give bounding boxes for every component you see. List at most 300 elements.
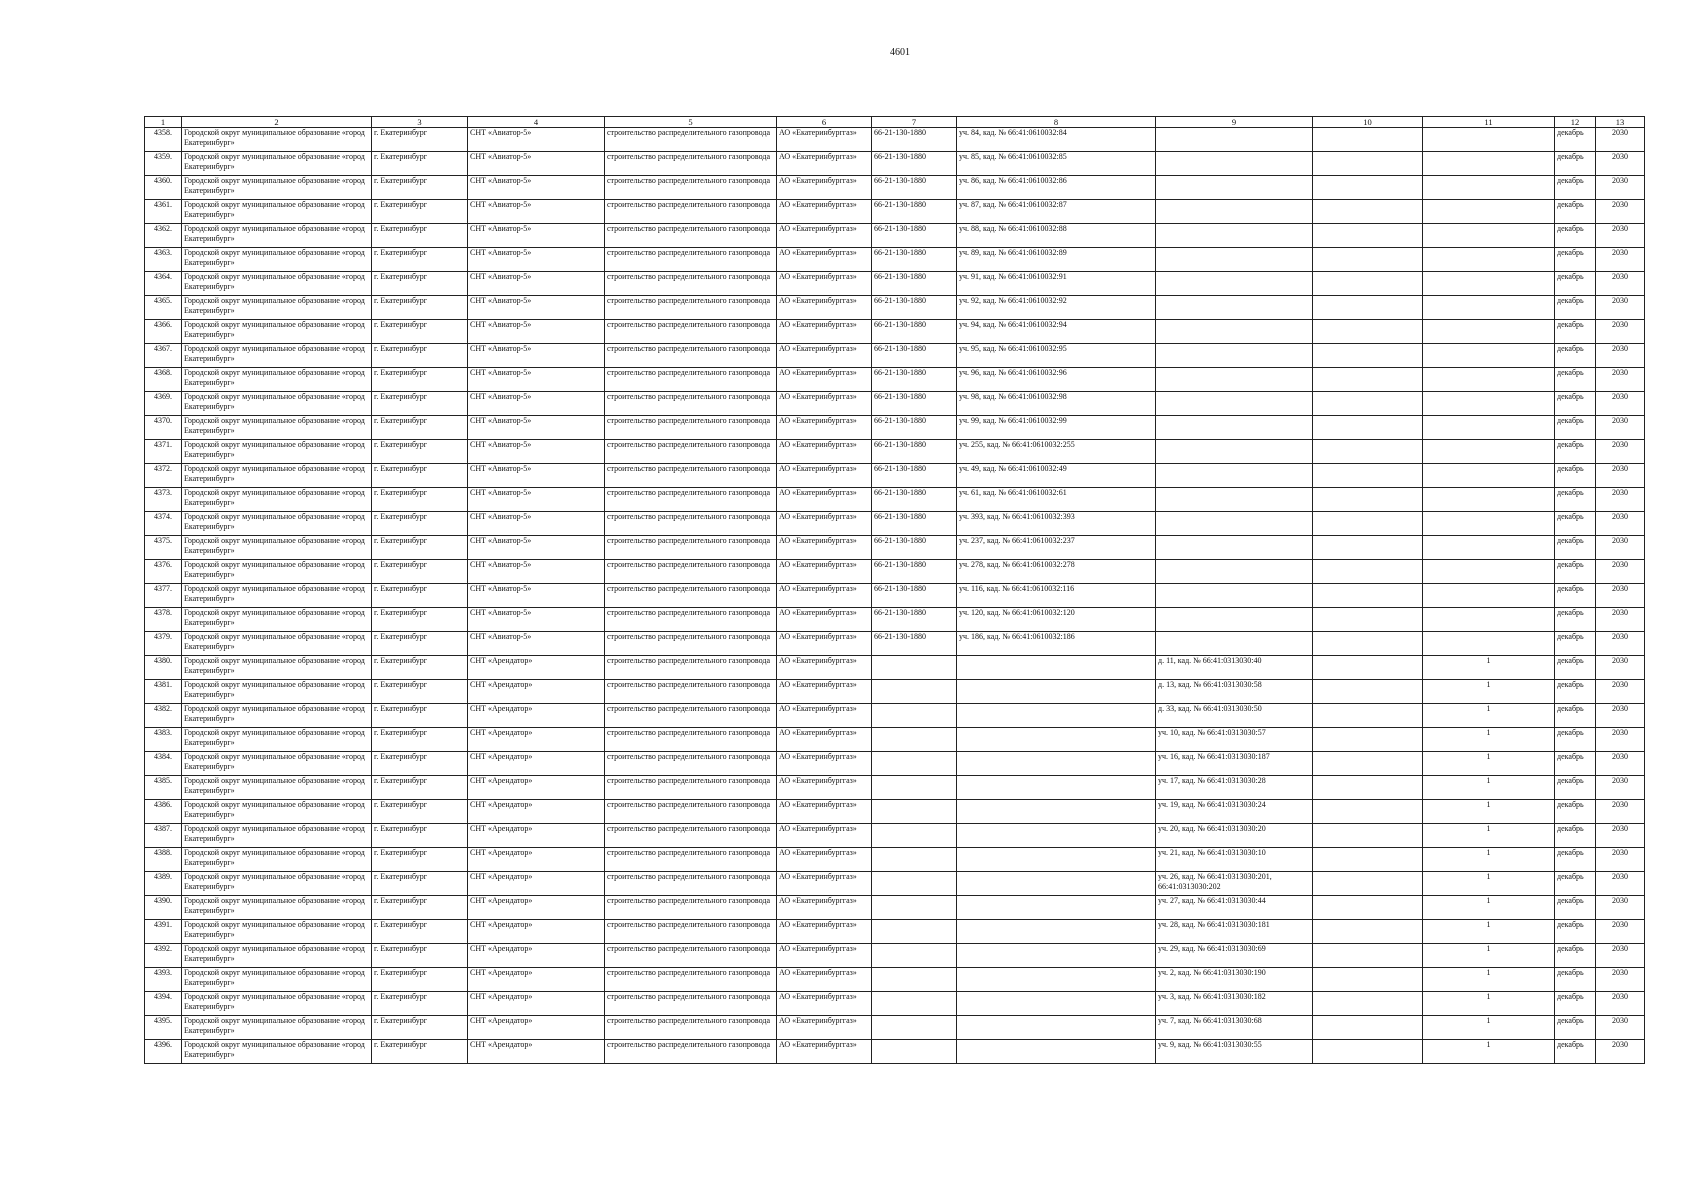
column-header-11: 11 [1423,117,1555,128]
cell-row-number: 4395. [145,1016,182,1040]
cell-row-number: 4396. [145,1040,182,1064]
cell-locality: г. Екатеринбург [372,1040,468,1064]
cell-work-type: строительство распределительного газопровода [605,176,777,200]
cell-settlement: СНТ «Арендатор» [468,728,605,752]
cell-work-type: строительство распределительного газопровода [605,200,777,224]
cell-organization: АО «Екатеринбурггаз» [777,920,872,944]
cell-municipality: Городской округ муниципальное образование «город Екатеринбург» [182,632,372,656]
cell-count [1423,632,1555,656]
cell-house-cadastral [1156,368,1313,392]
cell-work-type: строительство распределительного газопровода [605,272,777,296]
cell-col-10 [1313,392,1423,416]
cell-month: декабрь [1555,584,1596,608]
cell-row-number: 4370. [145,416,182,440]
cell-count: 1 [1423,728,1555,752]
cell-settlement: СНТ «Авиатор-5» [468,584,605,608]
cell-house-cadastral: уч. 21, кад. № 66:41:0313030:10 [1156,848,1313,872]
cell-locality: г. Екатеринбург [372,824,468,848]
cell-locality: г. Екатеринбург [372,632,468,656]
cell-year: 2030 [1596,752,1645,776]
cell-count: 1 [1423,920,1555,944]
cell-month: декабрь [1555,128,1596,152]
cell-col-10 [1313,176,1423,200]
cell-permit-number: 66-21-130-1880 [872,320,957,344]
cell-plot-cadastral [957,1016,1156,1040]
cell-count: 1 [1423,944,1555,968]
cell-municipality: Городской округ муниципальное образование «город Екатеринбург» [182,512,372,536]
cell-row-number: 4362. [145,224,182,248]
cell-month: декабрь [1555,488,1596,512]
cell-municipality: Городской округ муниципальное образование «город Екатеринбург» [182,992,372,1016]
cell-count: 1 [1423,824,1555,848]
cell-plot-cadastral: уч. 85, кад. № 66:41:0610032:85 [957,152,1156,176]
cell-settlement: СНТ «Авиатор-5» [468,128,605,152]
cell-col-10 [1313,344,1423,368]
cell-month: декабрь [1555,464,1596,488]
cell-count: 1 [1423,872,1555,896]
table-row [145,1040,1645,1064]
cell-house-cadastral: д. 33, кад. № 66:41:0313030:50 [1156,704,1313,728]
cell-plot-cadastral: уч. 278, кад. № 66:41:0610032:278 [957,560,1156,584]
cell-municipality: Городской округ муниципальное образование «город Екатеринбург» [182,776,372,800]
cell-settlement: СНТ «Арендатор» [468,704,605,728]
cell-count: 1 [1423,848,1555,872]
cell-settlement: СНТ «Арендатор» [468,920,605,944]
cell-count [1423,344,1555,368]
cell-col-10 [1313,536,1423,560]
cell-house-cadastral: д. 11, кад. № 66:41:0313030:40 [1156,656,1313,680]
cell-permit-number: 66-21-130-1880 [872,560,957,584]
cell-municipality: Городской округ муниципальное образование «город Екатеринбург» [182,896,372,920]
cell-locality: г. Екатеринбург [372,704,468,728]
cell-month: декабрь [1555,560,1596,584]
cell-work-type: строительство распределительного газопровода [605,632,777,656]
cell-row-number: 4361. [145,200,182,224]
cell-organization: АО «Екатеринбурггаз» [777,608,872,632]
cell-settlement: СНТ «Арендатор» [468,776,605,800]
cell-settlement: СНТ «Авиатор-5» [468,608,605,632]
cell-work-type: строительство распределительного газопровода [605,368,777,392]
cell-plot-cadastral [957,752,1156,776]
cell-year: 2030 [1596,368,1645,392]
cell-plot-cadastral: уч. 89, кад. № 66:41:0610032:89 [957,248,1156,272]
cell-year: 2030 [1596,656,1645,680]
cell-locality: г. Екатеринбург [372,896,468,920]
cell-year: 2030 [1596,992,1645,1016]
cell-permit-number [872,800,957,824]
cell-municipality: Городской округ муниципальное образование «город Екатеринбург» [182,608,372,632]
cell-house-cadastral: д. 13, кад. № 66:41:0313030:58 [1156,680,1313,704]
table-row [145,272,1645,296]
cell-col-10 [1313,464,1423,488]
cell-count: 1 [1423,1016,1555,1040]
cell-house-cadastral [1156,224,1313,248]
cell-municipality: Городской округ муниципальное образование «город Екатеринбург» [182,536,372,560]
cell-house-cadastral [1156,440,1313,464]
cell-settlement: СНТ «Арендатор» [468,752,605,776]
cell-work-type: строительство распределительного газопровода [605,248,777,272]
cell-plot-cadastral [957,968,1156,992]
cell-plot-cadastral [957,728,1156,752]
cell-municipality: Городской округ муниципальное образование «город Екатеринбург» [182,800,372,824]
cell-settlement: СНТ «Арендатор» [468,944,605,968]
cell-work-type: строительство распределительного газопровода [605,344,777,368]
cell-col-10 [1313,368,1423,392]
cell-permit-number [872,968,957,992]
cell-count: 1 [1423,800,1555,824]
cell-permit-number: 66-21-130-1880 [872,200,957,224]
cell-work-type: строительство распределительного газопровода [605,944,777,968]
cell-row-number: 4369. [145,392,182,416]
cell-plot-cadastral: уч. 84, кад. № 66:41:0610032:84 [957,128,1156,152]
cell-row-number: 4378. [145,608,182,632]
cell-count [1423,512,1555,536]
cell-locality: г. Екатеринбург [372,752,468,776]
data-table [144,116,1645,1064]
cell-row-number: 4384. [145,752,182,776]
cell-col-10 [1313,128,1423,152]
cell-month: декабрь [1555,152,1596,176]
cell-row-number: 4386. [145,800,182,824]
table-row [145,152,1645,176]
cell-settlement: СНТ «Арендатор» [468,824,605,848]
cell-plot-cadastral: уч. 94, кад. № 66:41:0610032:94 [957,320,1156,344]
cell-organization: АО «Екатеринбурггаз» [777,656,872,680]
cell-work-type: строительство распределительного газопровода [605,872,777,896]
cell-year: 2030 [1596,704,1645,728]
cell-locality: г. Екатеринбург [372,248,468,272]
cell-count [1423,272,1555,296]
cell-permit-number [872,776,957,800]
cell-permit-number [872,872,957,896]
cell-month: декабрь [1555,728,1596,752]
cell-year: 2030 [1596,1040,1645,1064]
cell-locality: г. Екатеринбург [372,920,468,944]
cell-month: декабрь [1555,920,1596,944]
cell-settlement: СНТ «Арендатор» [468,992,605,1016]
cell-plot-cadastral: уч. 237, кад. № 66:41:0610032:237 [957,536,1156,560]
cell-col-10 [1313,872,1423,896]
cell-row-number: 4390. [145,896,182,920]
cell-plot-cadastral [957,704,1156,728]
cell-settlement: СНТ «Авиатор-5» [468,152,605,176]
cell-organization: АО «Екатеринбурггаз» [777,824,872,848]
cell-work-type: строительство распределительного газопровода [605,704,777,728]
cell-month: декабрь [1555,608,1596,632]
cell-row-number: 4388. [145,848,182,872]
cell-locality: г. Екатеринбург [372,536,468,560]
cell-municipality: Городской округ муниципальное образование «город Екатеринбург» [182,272,372,296]
cell-house-cadastral: уч. 10, кад. № 66:41:0313030:57 [1156,728,1313,752]
cell-organization: АО «Екатеринбурггаз» [777,944,872,968]
cell-locality: г. Екатеринбург [372,656,468,680]
table-row [145,632,1645,656]
cell-work-type: строительство распределительного газопровода [605,824,777,848]
cell-count: 1 [1423,968,1555,992]
cell-count [1423,320,1555,344]
table-row [145,1016,1645,1040]
cell-house-cadastral [1156,128,1313,152]
cell-month: декабрь [1555,992,1596,1016]
cell-house-cadastral: уч. 20, кад. № 66:41:0313030:20 [1156,824,1313,848]
cell-work-type: строительство распределительного газопровода [605,224,777,248]
cell-row-number: 4363. [145,248,182,272]
cell-month: декабрь [1555,680,1596,704]
cell-house-cadastral: уч. 28, кад. № 66:41:0313030:181 [1156,920,1313,944]
cell-organization: АО «Екатеринбурггаз» [777,704,872,728]
cell-locality: г. Екатеринбург [372,560,468,584]
cell-month: декабрь [1555,776,1596,800]
table-row [145,344,1645,368]
cell-row-number: 4394. [145,992,182,1016]
cell-col-10 [1313,416,1423,440]
cell-col-10 [1313,584,1423,608]
cell-plot-cadastral [957,656,1156,680]
cell-plot-cadastral: уч. 98, кад. № 66:41:0610032:98 [957,392,1156,416]
cell-settlement: СНТ «Арендатор» [468,680,605,704]
column-header-7: 7 [872,117,957,128]
cell-plot-cadastral [957,896,1156,920]
cell-municipality: Городской округ муниципальное образование «город Екатеринбург» [182,296,372,320]
cell-row-number: 4385. [145,776,182,800]
cell-permit-number [872,680,957,704]
cell-year: 2030 [1596,872,1645,896]
cell-month: декабрь [1555,1040,1596,1064]
cell-row-number: 4392. [145,944,182,968]
cell-work-type: строительство распределительного газопровода [605,536,777,560]
cell-organization: АО «Екатеринбурггаз» [777,560,872,584]
cell-plot-cadastral [957,824,1156,848]
cell-organization: АО «Екатеринбурггаз» [777,128,872,152]
cell-col-10 [1313,512,1423,536]
cell-month: декабрь [1555,896,1596,920]
cell-settlement: СНТ «Авиатор-5» [468,224,605,248]
cell-row-number: 4383. [145,728,182,752]
cell-col-10 [1313,680,1423,704]
cell-settlement: СНТ «Авиатор-5» [468,368,605,392]
cell-year: 2030 [1596,344,1645,368]
cell-organization: АО «Екатеринбурггаз» [777,776,872,800]
cell-permit-number: 66-21-130-1880 [872,464,957,488]
cell-plot-cadastral: уч. 95, кад. № 66:41:0610032:95 [957,344,1156,368]
cell-work-type: строительство распределительного газопровода [605,464,777,488]
cell-row-number: 4375. [145,536,182,560]
cell-col-10 [1313,152,1423,176]
column-header-2: 2 [182,117,372,128]
cell-col-10 [1313,248,1423,272]
cell-work-type: строительство распределительного газопровода [605,392,777,416]
table-row [145,968,1645,992]
cell-locality: г. Екатеринбург [372,992,468,1016]
cell-organization: АО «Екатеринбурггаз» [777,896,872,920]
cell-col-10 [1313,224,1423,248]
cell-month: декабрь [1555,440,1596,464]
cell-work-type: строительство распределительного газопровода [605,608,777,632]
cell-municipality: Городской округ муниципальное образование «город Екатеринбург» [182,320,372,344]
cell-settlement: СНТ «Авиатор-5» [468,536,605,560]
cell-locality: г. Екатеринбург [372,416,468,440]
cell-organization: АО «Екатеринбурггаз» [777,464,872,488]
cell-organization: АО «Екатеринбурггаз» [777,416,872,440]
cell-month: декабрь [1555,848,1596,872]
cell-organization: АО «Екатеринбурггаз» [777,200,872,224]
cell-permit-number: 66-21-130-1880 [872,608,957,632]
cell-house-cadastral [1156,584,1313,608]
cell-work-type: строительство распределительного газопровода [605,320,777,344]
cell-month: декабрь [1555,824,1596,848]
cell-organization: АО «Екатеринбурггаз» [777,296,872,320]
cell-count [1423,224,1555,248]
cell-plot-cadastral [957,992,1156,1016]
cell-year: 2030 [1596,296,1645,320]
cell-work-type: строительство распределительного газопровода [605,416,777,440]
cell-municipality: Городской округ муниципальное образование «город Екатеринбург» [182,704,372,728]
cell-municipality: Городской округ муниципальное образование «город Екатеринбург» [182,944,372,968]
cell-work-type: строительство распределительного газопровода [605,128,777,152]
table-row [145,560,1645,584]
cell-house-cadastral: уч. 9, кад. № 66:41:0313030:55 [1156,1040,1313,1064]
cell-permit-number: 66-21-130-1880 [872,344,957,368]
cell-month: декабрь [1555,632,1596,656]
cell-work-type: строительство распределительного газопровода [605,1040,777,1064]
cell-settlement: СНТ «Арендатор» [468,968,605,992]
cell-row-number: 4365. [145,296,182,320]
cell-municipality: Городской округ муниципальное образование «город Екатеринбург» [182,584,372,608]
cell-year: 2030 [1596,608,1645,632]
cell-locality: г. Екатеринбург [372,272,468,296]
table-row [145,992,1645,1016]
table-row [145,776,1645,800]
cell-month: декабрь [1555,272,1596,296]
cell-organization: АО «Екатеринбурггаз» [777,176,872,200]
cell-count [1423,248,1555,272]
cell-col-10 [1313,776,1423,800]
cell-count: 1 [1423,992,1555,1016]
cell-col-10 [1313,968,1423,992]
cell-col-10 [1313,704,1423,728]
cell-house-cadastral [1156,344,1313,368]
cell-permit-number: 66-21-130-1880 [872,152,957,176]
cell-col-10 [1313,920,1423,944]
table-row [145,464,1645,488]
cell-permit-number [872,728,957,752]
cell-plot-cadastral: уч. 186, кад. № 66:41:0610032:186 [957,632,1156,656]
cell-municipality: Городской округ муниципальное образование «город Екатеринбург» [182,848,372,872]
table-row [145,416,1645,440]
cell-month: декабрь [1555,512,1596,536]
cell-organization: АО «Екатеринбурггаз» [777,272,872,296]
cell-locality: г. Екатеринбург [372,152,468,176]
cell-work-type: строительство распределительного газопровода [605,440,777,464]
cell-permit-number [872,824,957,848]
cell-row-number: 4358. [145,128,182,152]
cell-organization: АО «Екатеринбурггаз» [777,992,872,1016]
cell-month: декабрь [1555,536,1596,560]
cell-count: 1 [1423,680,1555,704]
cell-col-10 [1313,608,1423,632]
cell-organization: АО «Екатеринбурггаз» [777,680,872,704]
cell-plot-cadastral: уч. 86, кад. № 66:41:0610032:86 [957,176,1156,200]
cell-permit-number [872,1016,957,1040]
cell-locality: г. Екатеринбург [372,872,468,896]
cell-municipality: Городской округ муниципальное образование «город Екатеринбург» [182,728,372,752]
cell-locality: г. Екатеринбург [372,488,468,512]
cell-col-10 [1313,800,1423,824]
cell-locality: г. Екатеринбург [372,176,468,200]
cell-year: 2030 [1596,560,1645,584]
cell-organization: АО «Екатеринбурггаз» [777,1016,872,1040]
cell-count: 1 [1423,656,1555,680]
cell-work-type: строительство распределительного газопровода [605,992,777,1016]
cell-month: декабрь [1555,248,1596,272]
page-number: 4601 [890,47,910,58]
cell-organization: АО «Екатеринбурггаз» [777,848,872,872]
column-header-9: 9 [1156,117,1313,128]
cell-locality: г. Екатеринбург [372,944,468,968]
column-header-10: 10 [1313,117,1423,128]
cell-count [1423,200,1555,224]
cell-row-number: 4366. [145,320,182,344]
cell-settlement: СНТ «Авиатор-5» [468,488,605,512]
cell-permit-number [872,848,957,872]
column-header-12: 12 [1555,117,1596,128]
cell-row-number: 4372. [145,464,182,488]
cell-work-type: строительство распределительного газопровода [605,584,777,608]
cell-permit-number: 66-21-130-1880 [872,248,957,272]
cell-plot-cadastral: уч. 91, кад. № 66:41:0610032:91 [957,272,1156,296]
cell-locality: г. Екатеринбург [372,512,468,536]
cell-count [1423,128,1555,152]
cell-permit-number [872,704,957,728]
cell-work-type: строительство распределительного газопровода [605,296,777,320]
table-row [145,824,1645,848]
cell-plot-cadastral: уч. 88, кад. № 66:41:0610032:88 [957,224,1156,248]
cell-count: 1 [1423,896,1555,920]
table-row [145,704,1645,728]
cell-col-10 [1313,320,1423,344]
cell-house-cadastral: уч. 19, кад. № 66:41:0313030:24 [1156,800,1313,824]
cell-house-cadastral: уч. 16, кад. № 66:41:0313030:187 [1156,752,1313,776]
cell-locality: г. Екатеринбург [372,200,468,224]
cell-locality: г. Екатеринбург [372,728,468,752]
cell-plot-cadastral: уч. 87, кад. № 66:41:0610032:87 [957,200,1156,224]
column-header-13: 13 [1596,117,1645,128]
cell-count: 1 [1423,1040,1555,1064]
table-row [145,512,1645,536]
cell-year: 2030 [1596,632,1645,656]
cell-settlement: СНТ «Арендатор» [468,848,605,872]
cell-locality: г. Екатеринбург [372,296,468,320]
cell-plot-cadastral: уч. 120, кад. № 66:41:0610032:120 [957,608,1156,632]
cell-year: 2030 [1596,488,1645,512]
cell-year: 2030 [1596,728,1645,752]
cell-month: декабрь [1555,1016,1596,1040]
cell-row-number: 4393. [145,968,182,992]
cell-municipality: Городской округ муниципальное образование «город Екатеринбург» [182,920,372,944]
cell-work-type: строительство распределительного газопровода [605,656,777,680]
cell-municipality: Городской округ муниципальное образование «город Екатеринбург» [182,656,372,680]
cell-count [1423,392,1555,416]
cell-municipality: Городской округ муниципальное образование «город Екатеринбург» [182,344,372,368]
table-row [145,920,1645,944]
cell-house-cadastral: уч. 29, кад. № 66:41:0313030:69 [1156,944,1313,968]
cell-settlement: СНТ «Авиатор-5» [468,176,605,200]
cell-month: декабрь [1555,656,1596,680]
cell-house-cadastral [1156,272,1313,296]
cell-month: декабрь [1555,224,1596,248]
cell-work-type: строительство распределительного газопровода [605,728,777,752]
cell-municipality: Городской округ муниципальное образование «город Екатеринбург» [182,824,372,848]
